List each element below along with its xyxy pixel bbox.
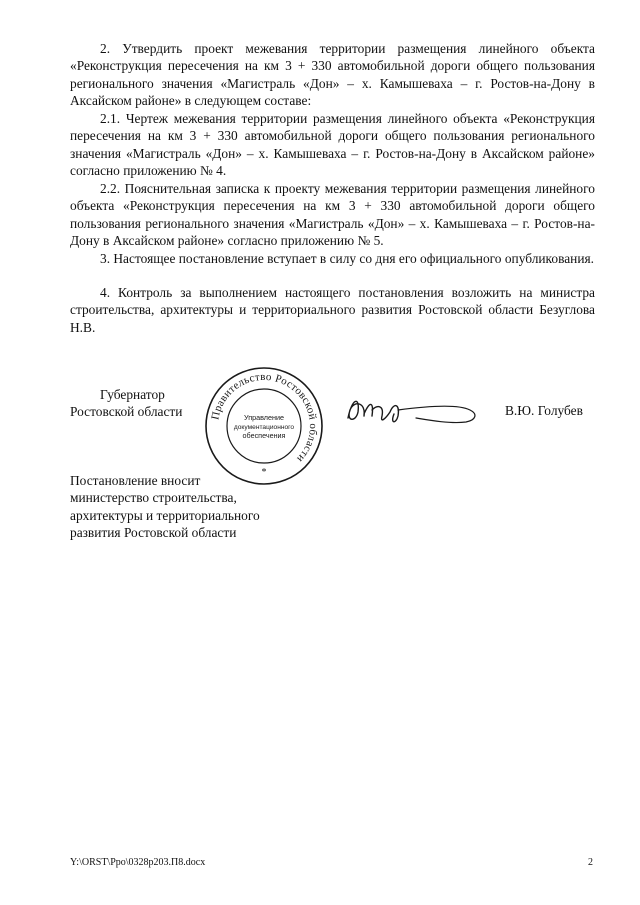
paragraph-2-1: 2.1. Чертеж межевания территории размещения линейного объекта «Реконструкция пересечения на км 3 + 330 автомобильной дороги общего пользования регионального значения «Магистраль «Дон» – х. Камышеваха – г. Ростов-на-Дону в Аксайском районе» согласно приложению № 4. <box>70 111 595 179</box>
paragraph-3: 3. Настоящее постановление вступает в силу со дня его официального опубликования. <box>100 251 594 266</box>
seal-inner-line1: Управление <box>244 413 284 422</box>
seal-inner-line2: документационного <box>233 424 295 431</box>
submitted-by-line3: архитектуры и территориального <box>70 507 260 523</box>
paragraph-2: 2. Утвердить проект межевания территории размещения линейного объекта «Реконструкция пересечения на км 3 + 330 автомобильной дороги общего пользования регионального значения «Магистраль «Дон» – х. Камышеваха – г. Ростов-на-Дону в Аксайском районе» в следующем составе: <box>70 41 595 109</box>
signatory-name: В.Ю. Голубев <box>505 403 583 418</box>
page-number: 2 <box>588 857 593 868</box>
paragraph-2-2: 2.2. Пояснительная записка к проекту межевания территории размещения линейного объекта «Реконструкция пересечения на км 3 + 330 автомобильной дороги общего пользования регионального значения «Магистраль «Дон» – х. Камышеваха – г. Ростов-на-Дону в Аксайском районе» согласно приложению № 5. <box>70 181 595 249</box>
paragraph-4: 4. Контроль за выполнением настоящего постановления возложить на министра строительства, архитектуры и территориального развития Ростовской области Безуглова Н.В. <box>70 285 595 335</box>
seal-inner-line3: обеспечения <box>242 431 286 440</box>
submitted-by-line2: министерство строительства, <box>70 490 237 506</box>
signatory-title-line1: Губернатор <box>100 387 165 402</box>
official-seal-icon <box>203 365 325 487</box>
submitted-by-line1: Постановление вносит <box>70 473 201 488</box>
handwritten-signature-icon <box>338 388 488 434</box>
footer-file-path: Y:\ORST\Ppo\0328p203.П8.docx <box>70 857 206 868</box>
submitted-by-block <box>70 472 260 542</box>
signatory-title <box>70 386 182 421</box>
seal-star: * <box>261 467 267 478</box>
signatory-title-line2: Ростовской области <box>70 404 183 420</box>
seal-ring-text: Правительство Ростовской области <box>209 370 320 465</box>
submitted-by-line4: развития Ростовской области <box>70 525 237 541</box>
